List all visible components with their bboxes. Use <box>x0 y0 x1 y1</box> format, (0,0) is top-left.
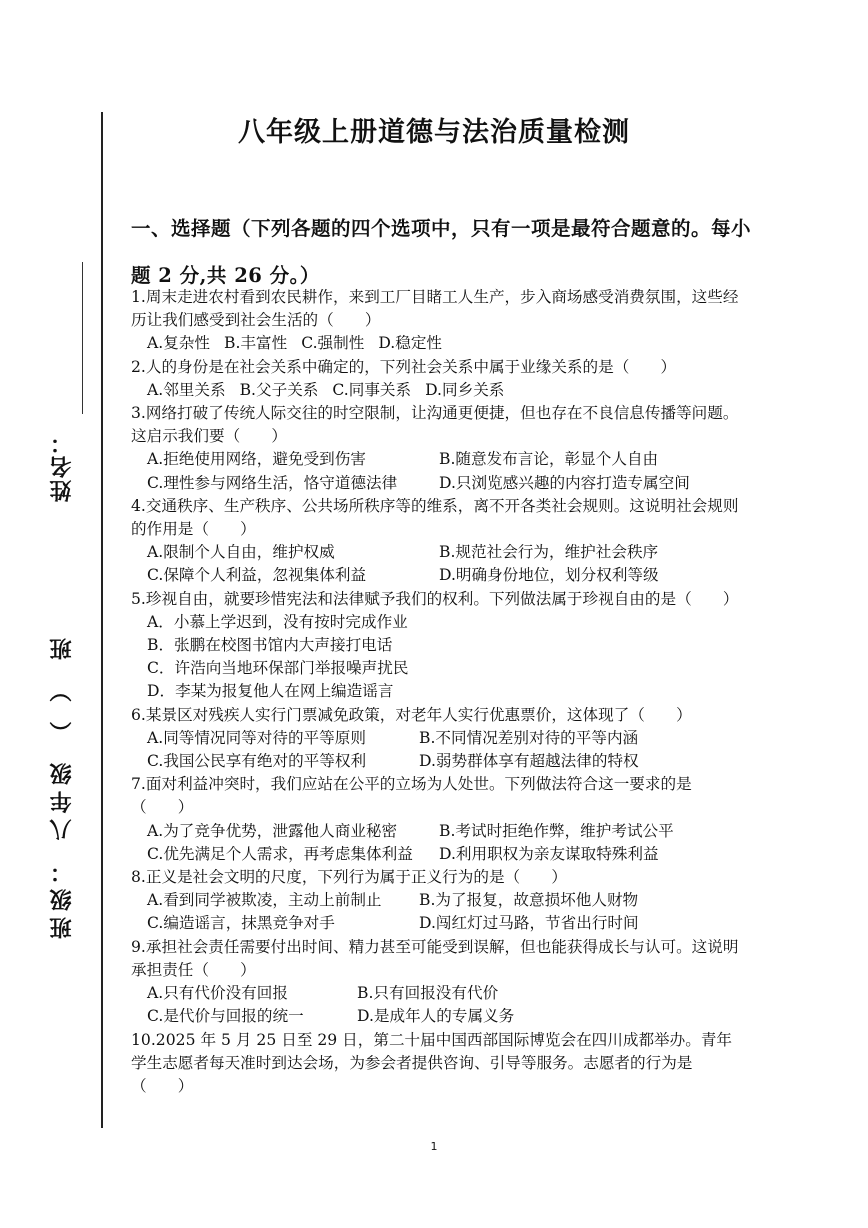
options <box>131 611 741 704</box>
question-4 <box>131 495 741 588</box>
exam-title: 八年级上册道德与法治质量检测 <box>238 117 630 148</box>
option-b: B.考试时拒绝作弊，维护考试公平 <box>439 821 674 840</box>
option-b: B.父子关系 <box>239 380 319 399</box>
question-stem: 2.人的身份是在社会关系中确定的，下列社会关系中属于业缘关系的是（ ） <box>131 357 677 376</box>
option-a: A.同等情况同等对待的平等原则 <box>147 728 366 747</box>
option-d: D．李某为报复他人在网上编造谣言 <box>147 682 394 701</box>
question-5 <box>131 588 741 704</box>
question-stem: 8.正义是社会文明的尺度，下列行为属于正义行为的是（ ） <box>131 868 567 887</box>
options <box>131 889 741 935</box>
option-b: B．张鹏在校图书馆内大声接打电话 <box>147 636 393 655</box>
option-c: C.强制性 <box>301 334 365 353</box>
option-b: B.不同情况差别对待的平等内涵 <box>419 728 639 747</box>
option-a: A.只有代价没有回报 <box>147 984 288 1003</box>
page-number: 1 <box>430 1140 438 1153</box>
option-c: C.是代价与回报的统一 <box>147 1007 304 1026</box>
options <box>131 448 741 494</box>
option-d: D.明确身份地位，划分权利等级 <box>439 566 659 585</box>
student-name-label: 姓名： <box>49 430 75 502</box>
option-b: B.只有回报没有代价 <box>357 984 499 1003</box>
options <box>131 982 741 1028</box>
name-underline <box>82 262 83 414</box>
option-b: B.为了报复，故意损坏他人财物 <box>419 891 639 910</box>
question-stem: 9.承担社会责任需要付出时间、精力甚至可能受到误解，但也能获得成长与认可。这说明承担责任（ ） <box>131 937 739 979</box>
option-a: A.复杂性 <box>147 334 210 353</box>
option-c: C.编造谣言，抹黑竞争对手 <box>147 914 335 933</box>
option-a: A.邻里关系 <box>147 380 226 399</box>
question-stem: 3.网络打破了传统人际交往的时空限制，让沟通更便捷，但也存在不良信息传播等问题。这启示我们要（ ） <box>131 404 739 446</box>
option-d: D.闯红灯过马路，节省出行时间 <box>419 914 639 933</box>
question-stem: 5.珍视自由，就要珍惜宪法和法律赋予我们的权利。下列做法属于珍视自由的是（ ） <box>131 589 739 608</box>
question-list <box>131 286 741 1098</box>
question-stem: 1.周末走进农村看到农民耕作，来到工厂目睹工人生产，步入商场感受消费氛围，这些经历让我们感受到社会生活的（ ） <box>131 288 739 330</box>
section-heading: 一、选择题（下列各题的四个选项中，只有一项是最符合题意的。每小题 2 分,共 26 分。） <box>131 217 752 287</box>
student-class-label: 班级： 八年级 （ ） 班 <box>49 632 75 939</box>
question-7 <box>131 773 741 866</box>
options <box>131 379 741 402</box>
option-c: C.我国公民享有绝对的平等权利 <box>147 752 367 771</box>
option-d: D.同乡关系 <box>425 380 505 399</box>
option-a: A.拒绝使用网络，避免受到伤害 <box>147 450 366 469</box>
binding-line <box>101 112 103 1128</box>
question-10 <box>131 1029 741 1099</box>
question-stem: 7.面对利益冲突时，我们应站在公平的立场为人处世。下列做法符合这一要求的是（ ） <box>131 775 692 817</box>
option-b: B.丰富性 <box>224 334 288 353</box>
option-b: B.规范社会行为，维护社会秩序 <box>439 543 659 562</box>
option-c: C．许浩向当地环保部门举报噪声扰民 <box>147 659 409 678</box>
option-d: D.稳定性 <box>378 334 443 353</box>
question-9 <box>131 936 741 1029</box>
option-d: D.是成年人的专属义务 <box>357 1007 515 1026</box>
question-3 <box>131 402 741 495</box>
option-b: B.随意发布言论，彰显个人自由 <box>439 450 659 469</box>
question-1 <box>131 286 741 356</box>
option-d: D.弱势群体享有超越法律的特权 <box>419 752 639 771</box>
option-c: C.保障个人利益，忽视集体利益 <box>147 566 367 585</box>
options <box>131 332 741 355</box>
question-8 <box>131 866 741 936</box>
options <box>131 820 741 866</box>
option-a: A.为了竞争优势，泄露他人商业秘密 <box>147 821 398 840</box>
option-a: A．小慕上学迟到，没有按时完成作业 <box>147 612 408 631</box>
option-c: C.同事关系 <box>332 380 412 399</box>
question-6 <box>131 704 741 774</box>
question-stem: 4.交通秩序、生产秩序、公共场所秩序等的维系，离不开各类社会规则。这说明社会规则的作用是（ ） <box>131 496 739 539</box>
options <box>131 727 741 773</box>
question-stem: 6.某景区对残疾人实行门票减免政策，对老年人实行优惠票价，这体现了（ ） <box>131 705 692 724</box>
option-d: D.利用职权为亲友谋取特殊利益 <box>439 844 659 863</box>
option-a: A.限制个人自由，维护权威 <box>147 543 335 562</box>
option-a: A.看到同学被欺凌，主动上前制止 <box>147 891 382 910</box>
option-c: C.理性参与网络生活，恪守道德法律 <box>147 473 398 492</box>
option-d: D.只浏览感兴趣的内容打造专属空间 <box>439 473 690 492</box>
question-2 <box>131 356 741 402</box>
question-stem: 10.2025 年 5 月 25 日至 29 日，第二十届中国西部国际博览会在四川成都举办。青年学生志愿者每天准时到达会场，为参会者提供咨询、引导等服务。志愿者的行为是（ ） <box>131 1030 733 1095</box>
options <box>131 541 741 587</box>
option-c: C.优先满足个人需求，再考虑集体利益 <box>147 844 413 863</box>
